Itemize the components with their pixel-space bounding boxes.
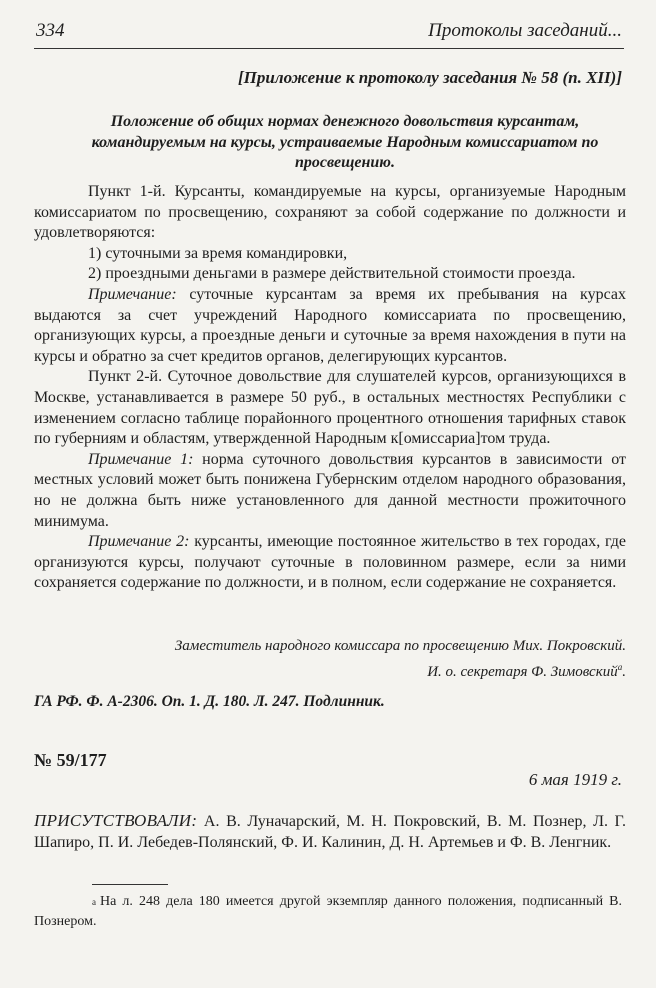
signature-line-2-end: . [622, 664, 626, 680]
page-header [34, 18, 624, 49]
document-title: Положение об общих нормах денежного довольствия курсантам, командируемым на курсы, устраиваемые Народным комиссариатом по просвещению. [91, 113, 599, 171]
document-body [34, 182, 626, 594]
signature-line-2-text: И. о. секретаря Ф. Зимовский [427, 664, 618, 680]
list-item: 2) проездными деньгами в размере действительной стоимости проезда. [88, 265, 576, 283]
document-date: 6 мая 1919 г. [528, 770, 622, 789]
attendees-names: А. В. Луначарский, М. Н. Покровский, В. М. Познер, Л. Г. Шапиро, П. И. Лебедев-Полянский, Ф. И. Калинин, Д. Н. Артемьев и Ф. В. Ленгник. [34, 813, 626, 851]
note-text: суточные курсантам за время их пребывания на курсах выдаются за счет учреждений Народного комиссариата по просвещению, организующих курсы, а проездные деньги и суточные за время нахождения в пути на курсы и обратно за счет кредитов органов, делегирующих курсантов. [34, 285, 626, 365]
appendix-label: [Приложение к протоколу заседания № 58 (п. XII)] [238, 68, 622, 87]
note-label: Примечание: [88, 285, 177, 303]
footnote-mark: а [92, 897, 96, 907]
footnote-divider [92, 884, 168, 885]
footnote [34, 892, 622, 932]
page-number: 334 [36, 20, 65, 41]
signature-line-2 [34, 657, 626, 683]
note-1-label: Примечание 1: [88, 450, 194, 468]
note-1-text: норма суточного довольствия курсантов в зависимости от местных условий может быть понижена Губернским отделом народного образования, но не должна быть ниже установленного для данной местности прожиточного минимума. [34, 450, 626, 530]
running-title: Протоколы заседаний... [428, 20, 622, 41]
note-2-text: курсанты, имеющие постоянное жительство в тех городах, где организуются курсы, получают суточные в половинном размере, если за ними сохраняется содержание по должности, и в полном, если содержание не сохраняется. [34, 533, 627, 592]
signature-line-1: Заместитель народного комиссара по просвещению Мих. Покровский. [174, 638, 626, 654]
paragraph-1: Пункт 1-й. Курсанты, командируемые на курсы, организуемые Народным комиссариатом по просвещению, сохраняют за собой содержание по должности и удовлетворяются: [34, 183, 626, 242]
footnote-text: На л. 248 дела 180 имеется другой экземпляр данного положения, подписанный В. Познером. [34, 894, 622, 929]
archive-source: ГА РФ. Ф. А-2306. Оп. 1. Д. 180. Л. 247. Подлинник. [34, 693, 385, 710]
footnote-ref: а [617, 662, 623, 672]
document-number: № 59/177 [34, 750, 107, 770]
attendees [34, 810, 626, 853]
note-2-label: Примечание 2: [88, 533, 190, 551]
attendees-label: ПРИСУТСТВОВАЛИ: [34, 811, 198, 830]
note [34, 285, 626, 367]
note-1 [34, 450, 626, 532]
list-item: 1) суточными за время командировки, [88, 244, 348, 262]
signature-block [34, 636, 626, 683]
paragraph-2: Пункт 2-й. Суточное довольствие для слушателей курсов, организующихся в Москве, устанавливается в размере 50 руб., в остальных местностях Республики с изменением согласно таблице порайонного процентного отношения тарифных ставок по губерниям и областям, утвержденной Народным к[омиссариа]том труда. [34, 368, 626, 448]
note-2 [34, 532, 626, 594]
